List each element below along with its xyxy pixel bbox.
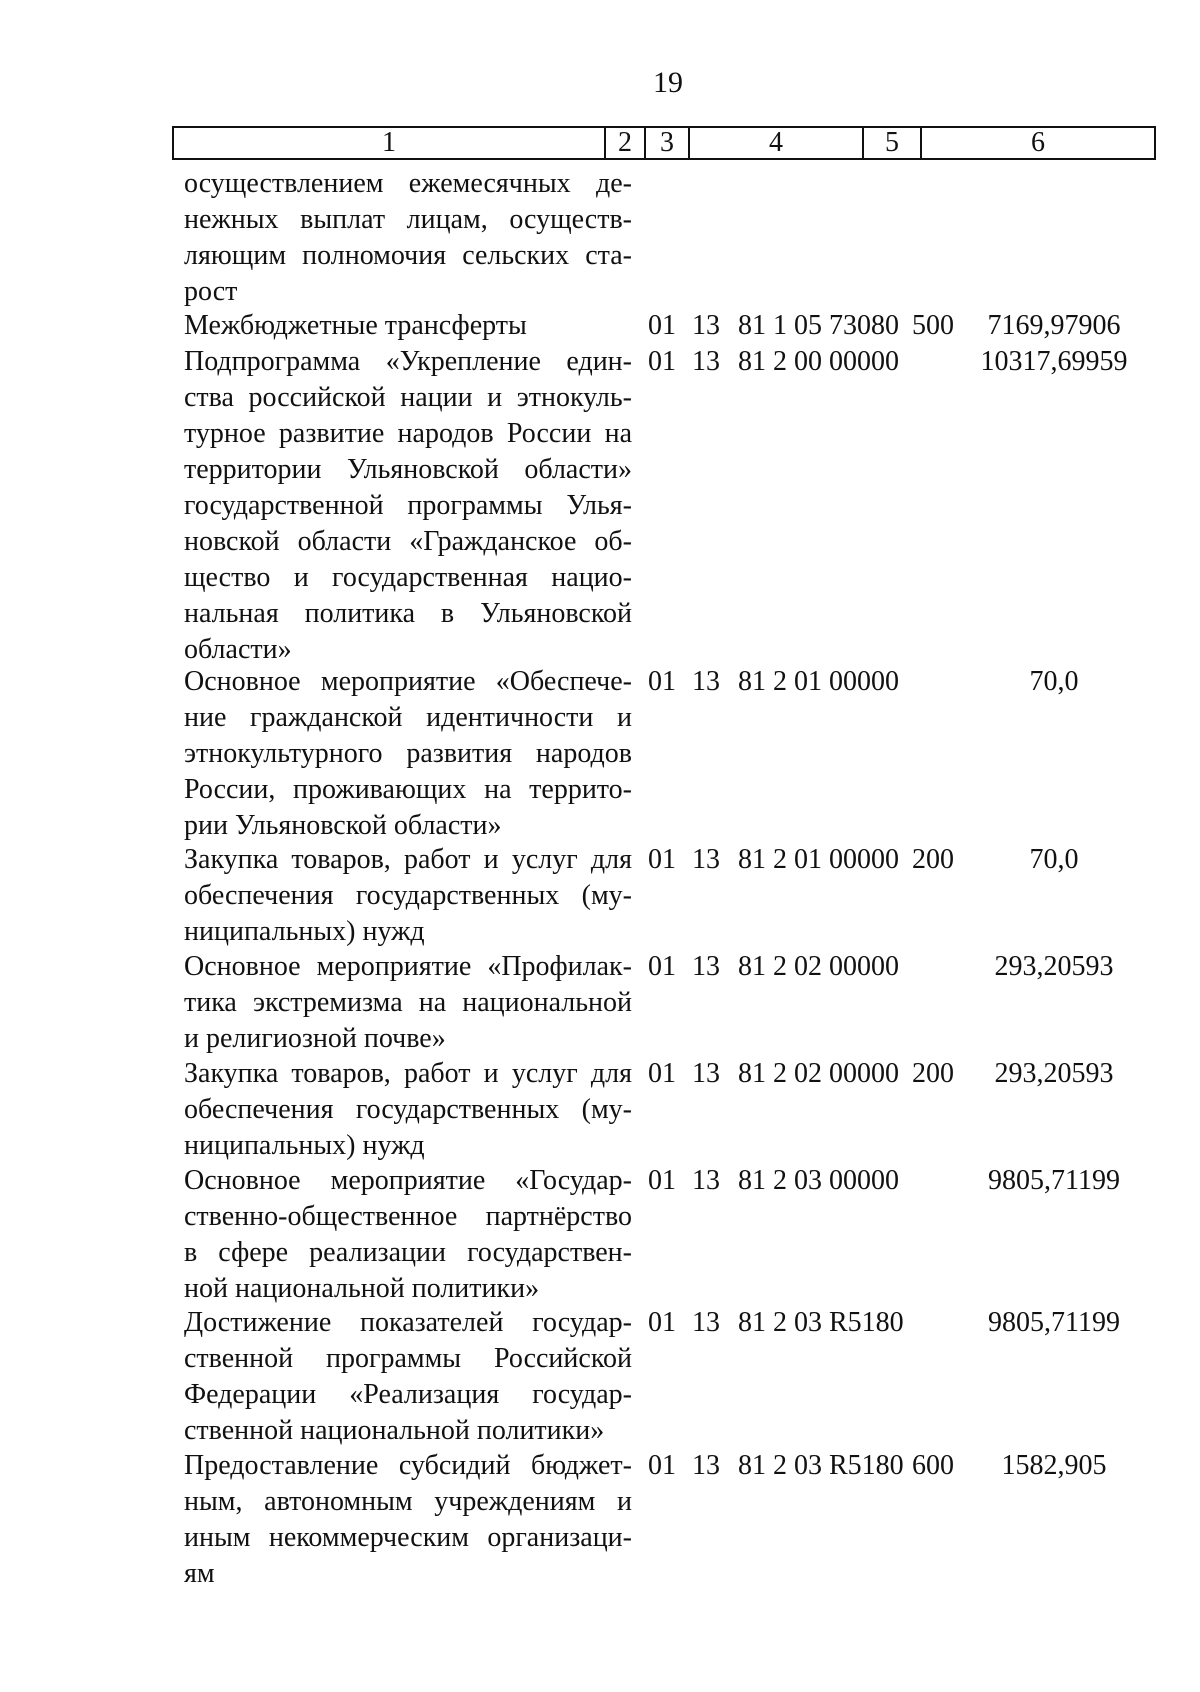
row-description	[184, 344, 632, 668]
description-line: ниципальных) нужд	[184, 1130, 425, 1161]
description-line: ственно-общественное партнёрство	[184, 1200, 632, 1232]
description-line: ляющим полномочия сельских ста-	[184, 240, 632, 271]
header-col-4: 4	[690, 128, 864, 158]
description-line: этнокультурного развития народов	[184, 738, 632, 770]
row-description	[184, 1305, 632, 1449]
section-code: 01	[648, 666, 676, 698]
target-article-code: 81 2 02 00000	[738, 1058, 899, 1089]
description-line: рост	[184, 276, 238, 307]
description-line: Закупка товаров, работ и услуг для	[184, 1058, 632, 1089]
section-code: 01	[648, 1164, 676, 1196]
description-line: щество и государственная нацио-	[184, 562, 632, 593]
description-line: Основное мероприятие «Обеспече-	[184, 666, 632, 698]
target-article-code: 81 2 00 00000	[738, 346, 899, 377]
subsection-code: 13	[692, 1449, 720, 1481]
header-col-6: 6	[1031, 127, 1045, 158]
table-header	[172, 126, 1156, 160]
row-description	[184, 664, 632, 844]
header-col-1: 1	[174, 128, 606, 158]
description-line: территории Ульяновской области»	[184, 454, 632, 485]
description-line: осуществлением ежемесячных де-	[184, 168, 632, 199]
row-description	[184, 949, 632, 1057]
description-line: Основное мероприятие «Профилак-	[184, 951, 632, 983]
subsection-code: 13	[692, 1164, 720, 1196]
amount: 9805,71199	[988, 1164, 1120, 1196]
amount: 9805,71199	[988, 1307, 1120, 1339]
page-number: 19	[653, 66, 683, 99]
subsection-code: 13	[692, 844, 720, 876]
description-line: турное развитие народов России на	[184, 418, 632, 449]
row-description	[184, 1163, 632, 1307]
target-article-code: 81 2 01 00000	[738, 666, 899, 698]
header-col-3: 3	[646, 128, 690, 158]
description-line: области»	[184, 634, 292, 665]
amount: 293,20593	[994, 951, 1114, 983]
description-line: и религиозной почве»	[184, 1023, 446, 1055]
row-description	[184, 842, 632, 950]
expense-type-code: 500	[912, 310, 954, 342]
description-line: ниципальных) нужд	[184, 916, 425, 948]
section-code: 01	[648, 844, 676, 876]
header-col-2: 2	[606, 128, 646, 158]
subsection-code: 13	[692, 346, 720, 377]
row-description	[184, 166, 632, 310]
description-line: ства российской нации и этнокуль-	[184, 382, 632, 413]
description-line: России, проживающих на террито-	[184, 774, 632, 806]
description-line: ственной национальной политики»	[184, 1415, 605, 1447]
description-line: нежных выплат лицам, осуществ-	[184, 204, 632, 235]
target-article-code: 81 2 03 R5180	[738, 1449, 904, 1481]
target-article-code: 81 2 03 00000	[738, 1164, 899, 1196]
description-line: ние гражданской идентичности и	[184, 702, 632, 734]
description-line: в сфере реализации государствен-	[184, 1236, 632, 1268]
description-line: рии Ульяновской области»	[184, 810, 502, 842]
amount: 10317,69959	[980, 346, 1128, 377]
description-line: Межбюджетные трансферты	[184, 310, 527, 342]
row-description	[184, 1056, 632, 1164]
target-article-code: 81 2 03 R5180	[738, 1307, 904, 1339]
section-code: 01	[648, 1307, 676, 1339]
target-article-code: 81 2 02 00000	[738, 951, 899, 983]
amount: 70,0	[1029, 666, 1079, 698]
section-code: 01	[648, 1449, 676, 1481]
amount: 1582,905	[1001, 1449, 1107, 1481]
description-line: Основное мероприятие «Государ-	[184, 1164, 632, 1196]
description-line: Подпрограмма «Укрепление един-	[184, 346, 632, 377]
amount: 70,0	[1029, 844, 1079, 876]
description-line: тика экстремизма на национальной	[184, 987, 632, 1019]
subsection-code: 13	[692, 666, 720, 698]
description-line: Предоставление субсидий бюджет-	[184, 1449, 632, 1481]
expense-type-code: 200	[912, 1058, 954, 1089]
description-line: ям	[184, 1557, 215, 1589]
description-line: иным некоммерческим организаци-	[184, 1521, 632, 1553]
subsection-code: 13	[692, 1058, 720, 1089]
subsection-code: 13	[692, 310, 720, 342]
description-line: Федерации «Реализация государ-	[184, 1379, 632, 1411]
amount: 293,20593	[994, 1058, 1114, 1089]
section-code: 01	[648, 346, 676, 377]
description-line: ным, автономным учреждениям и	[184, 1485, 632, 1517]
target-article-code: 81 1 05 73080	[738, 310, 899, 342]
description-line: обеспечения государственных (му-	[184, 880, 632, 912]
description-line: ственной программы Российской	[184, 1343, 632, 1375]
description-line: нальная политика в Ульяновской	[184, 598, 632, 629]
expense-type-code: 600	[912, 1449, 954, 1481]
row-description	[184, 1448, 632, 1592]
row-description	[184, 308, 632, 344]
header-col-5: 5	[864, 128, 922, 158]
section-code: 01	[648, 1058, 676, 1089]
description-line: Достижение показателей государ-	[184, 1307, 632, 1339]
section-code: 01	[648, 951, 676, 983]
subsection-code: 13	[692, 951, 720, 983]
target-article-code: 81 2 01 00000	[738, 844, 899, 876]
description-line: государственной программы Улья-	[184, 490, 632, 521]
description-line: обеспечения государственных (му-	[184, 1094, 632, 1125]
expense-type-code: 200	[912, 844, 954, 876]
description-line: ной национальной политики»	[184, 1272, 540, 1304]
description-line: Закупка товаров, работ и услуг для	[184, 844, 632, 876]
subsection-code: 13	[692, 1307, 720, 1339]
description-line: новской области «Гражданское об-	[184, 526, 632, 557]
section-code: 01	[648, 310, 676, 342]
amount: 7169,97906	[987, 310, 1121, 342]
